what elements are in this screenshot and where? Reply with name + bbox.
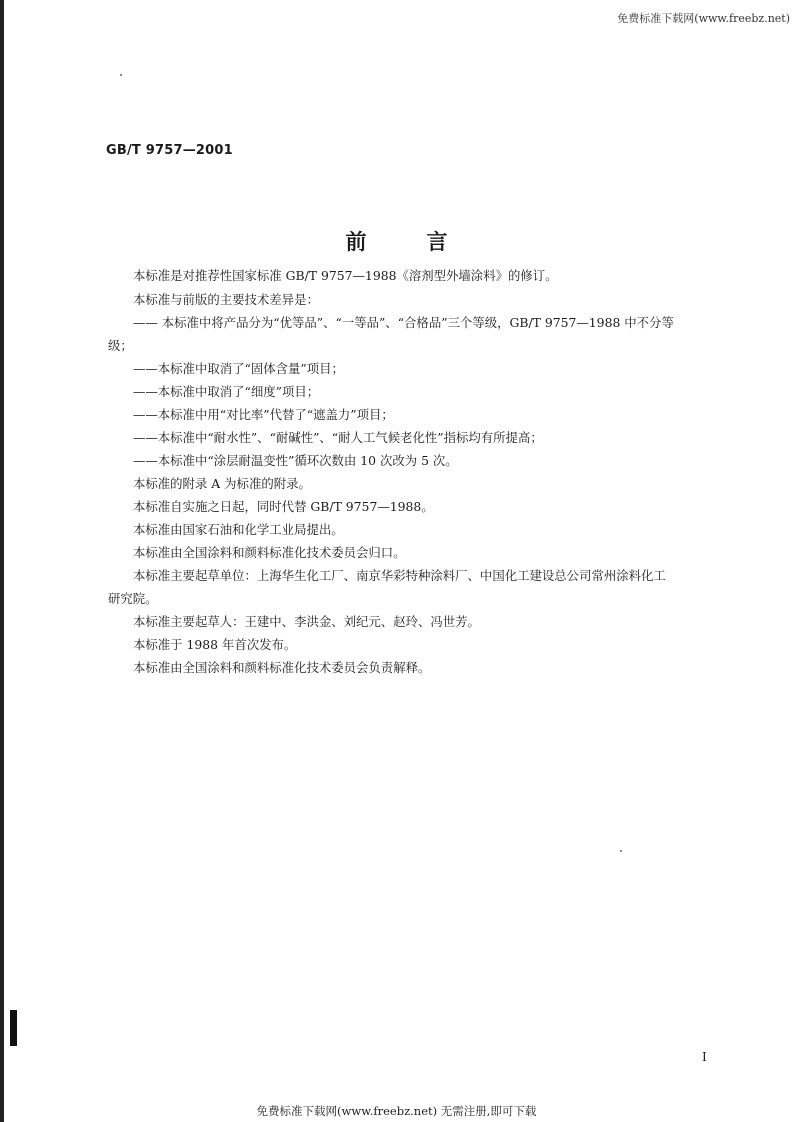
paragraph: —— 本标准中将产品分为“优等品”、“一等品”、“合格品”三个等级，GB/T 9757—1988 中不分等 [133,315,674,330]
standard-number: GB/T 9757—2001 [106,143,233,158]
page-title: 前言 [345,230,508,254]
paragraph-continuation: 级； [108,338,133,353]
list-item: ——本标准中取消了“固体含量”项目； [133,361,344,376]
footer-watermark: 免费标准下载网(www.freebz.net) 无需注册,即可下载 [256,1104,537,1118]
paragraph: 本标准是对推荐性国家标准 GB/T 9757—1988《溶剂型外墙涂料》的修订。 [133,268,558,283]
list-item: ——本标准中“涂层耐温变性”循环次数由 10 次改为 5 次。 [133,453,458,468]
page-number: I [702,1050,707,1064]
list-item: ——本标准中用“对比率”代替了“遮盖力”项目； [133,407,394,422]
paragraph: 本标准由全国涂料和颜料标准化技术委员会负责解释。 [133,660,431,675]
paragraph: 本标准由全国涂料和颜料标准化技术委员会归口。 [133,545,406,560]
paragraph-continuation: 研究院。 [108,591,158,606]
paragraph: 本标准主要起草单位：上海华生化工厂、南京华彩特种涂料厂、中国化工建设总公司常州涂料化工 [133,568,666,583]
scan-mark [10,1010,17,1046]
paragraph: 本标准的附录 A 为标准的附录。 [133,476,311,491]
list-item: ——本标准中“耐水性”、“耐碱性”、“耐人工气候老化性”指标均有所提高； [133,430,543,445]
paragraph: 本标准由国家石油和化学工业局提出。 [133,522,344,537]
scan-speck [120,74,122,76]
list-item: ——本标准中取消了“细度”项目； [133,384,320,399]
header-watermark: 免费标准下载网(www.freebz.net) [617,12,790,25]
paragraph: 本标准自实施之日起，同时代替 GB/T 9757—1988。 [133,499,434,514]
scan-edge-left [0,0,4,1122]
paragraph: 本标准主要起草人：王建中、李洪金、刘纪元、赵玲、冯世芳。 [133,614,480,629]
paragraph: 本标准于 1988 年首次发布。 [133,637,297,652]
scan-speck [620,850,622,852]
paragraph: 本标准与前版的主要技术差异是： [133,292,319,307]
